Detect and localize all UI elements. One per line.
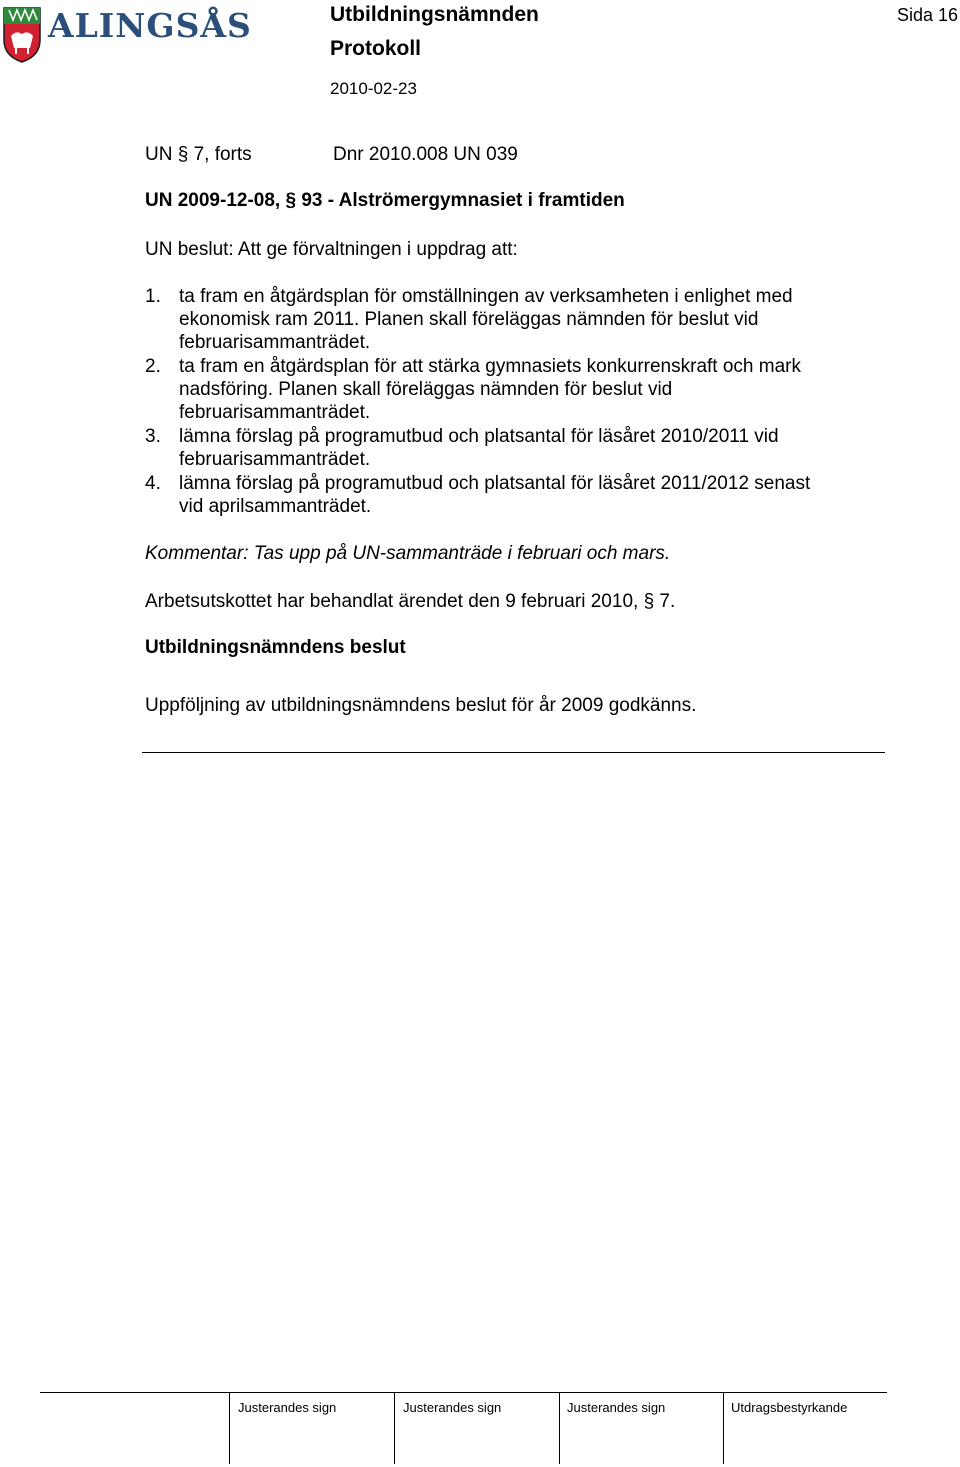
diary-number: Dnr 2010.008 UN 039	[333, 144, 518, 165]
decision-text: Uppföljning av utbildningsnämndens beslut för år 2009 godkänns.	[145, 695, 697, 716]
footer-cell-divider	[229, 1392, 230, 1464]
list-item-number: 2.	[145, 356, 161, 377]
alingsas-logo	[0, 0, 260, 68]
list-item-line: lämna förslag på programutbud och platsantal för läsåret 2010/2011 vid	[179, 426, 779, 447]
document-type: Protokoll	[330, 37, 422, 60]
signature-label: Justerandes sign	[403, 1400, 502, 1415]
paragraph-ref: UN § 7, forts	[145, 144, 252, 165]
committee-note: Arbetsutskottet har behandlat ärendet den 9 februari 2010, § 7.	[145, 591, 676, 612]
list-item-number: 3.	[145, 426, 161, 447]
footer-cell-divider	[559, 1392, 560, 1464]
list-item-line: nadsföring. Planen skall föreläggas nämnden för beslut vid	[179, 379, 673, 400]
list-item-line: februarisammanträdet.	[179, 332, 371, 353]
committee-name: Utbildningsnämnden	[330, 3, 539, 26]
list-item-line: vid aprilsammanträdet.	[179, 496, 372, 517]
list-item-number: 1.	[145, 286, 161, 307]
list-item-line: ta fram en åtgärdsplan för omställningen av verksamheten i enlighet med	[179, 286, 793, 307]
certification-label: Utdragsbestyrkande	[731, 1400, 848, 1415]
signature-label: Justerandes sign	[238, 1400, 337, 1415]
list-item-line: lämna förslag på programutbud och platsantal för läsåret 2011/2012 senast	[179, 473, 811, 494]
decision-reference: UN 2009-12-08, § 93 - Alströmergymnasiet i framtiden	[145, 190, 625, 211]
meeting-date: 2010-02-23	[330, 79, 417, 98]
page-number: Sida 16	[897, 5, 959, 25]
signature-label: Justerandes sign	[567, 1400, 666, 1415]
footer-cell-divider	[723, 1392, 724, 1464]
footer-cell-divider	[394, 1392, 395, 1464]
list-item-line: februarisammanträdet.	[179, 402, 371, 423]
logo-wordmark: ALINGSÅS	[48, 6, 252, 45]
section-divider	[142, 752, 885, 753]
decision-heading: Utbildningsnämndens beslut	[145, 637, 406, 658]
footer-rule	[40, 1392, 887, 1393]
list-item-line: ta fram en åtgärdsplan för att stärka gymnasiets konkurrenskraft och mark	[179, 356, 801, 377]
list-item-number: 4.	[145, 473, 161, 494]
list-item-line: ekonomisk ram 2011. Planen skall föreläggas nämnden för beslut vid	[179, 309, 759, 330]
list-item-line: februarisammanträdet.	[179, 449, 371, 470]
decision-intro: UN beslut: Att ge förvaltningen i uppdrag att:	[145, 239, 518, 260]
comment-text: Kommentar: Tas upp på UN-sammanträde i februari och mars.	[145, 543, 671, 564]
